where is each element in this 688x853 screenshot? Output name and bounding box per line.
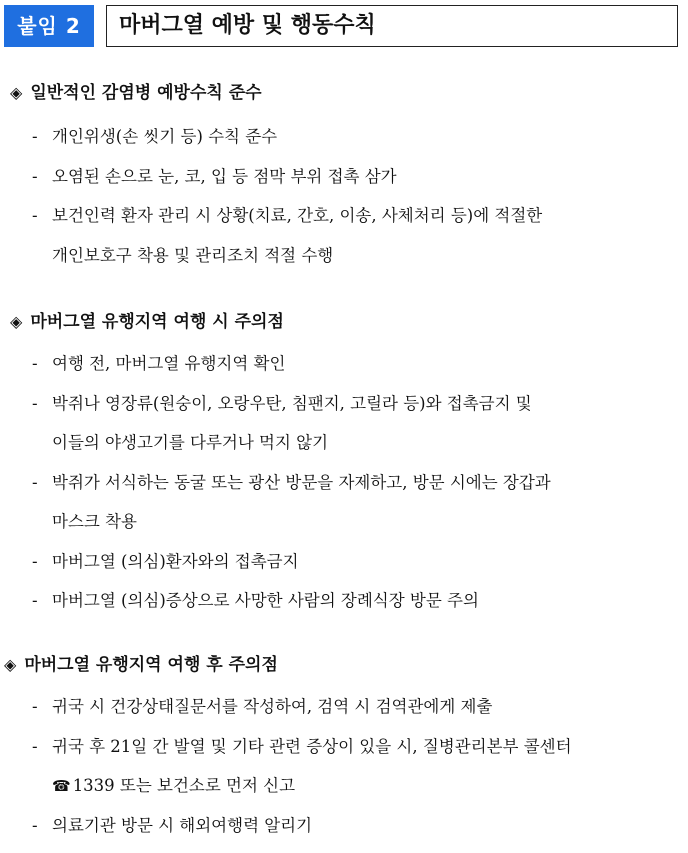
diamond-bullet-icon: ◈ [10,83,23,102]
section-heading-travel-after [4,654,278,676]
list-item: - 박쥐나 영장류(원숭이, 오랑우탄, 침팬지, 고릴라 등)와 접촉금지 및 [32,394,532,413]
page-title: 마버그열 예방 및 행동수칙 [119,13,376,38]
list-item: - 개인위생(손 씻기 등) 수칙 준수 [32,127,278,146]
section-title-text: 일반적인 감염병 예방수칙 준수 [30,83,262,103]
diamond-bullet-icon: ◈ [10,312,23,331]
list-item-continuation: ☎ 1339 또는 보건소로 먼저 신고 [52,776,296,795]
list-item: - 여행 전, 마버그열 유행지역 확인 [32,354,286,373]
attachment-badge: 붙임 2 [4,5,94,47]
section-heading-travel-during [10,311,284,333]
list-item-continuation: 마스크 착용 [52,512,137,531]
list-item: - 보건인력 환자 관리 시 상황(치료, 간호, 이송, 사체처리 등)에 적절한 [32,206,543,225]
list-item-continuation: 개인보호구 착용 및 관리조치 적절 수행 [52,246,334,265]
title-box [106,5,678,47]
list-item: - 박쥐가 서식하는 동굴 또는 광산 방문을 자제하고, 방문 시에는 장갑과 [32,473,551,492]
list-item: - 오염된 손으로 눈, 코, 입 등 점막 부위 접촉 삼가 [32,167,397,186]
list-item: - 마버그열 (의심)증상으로 사망한 사람의 장례식장 방문 주의 [32,591,479,610]
document-header [0,0,688,56]
list-item: - 의료기관 방문 시 해외여행력 알리기 [32,816,313,835]
section-title-text: 마버그열 유행지역 여행 후 주의점 [24,655,278,675]
list-item-continuation: 이들의 야생고기를 다루거나 먹지 않기 [52,433,329,452]
section-title-text: 마버그열 유행지역 여행 시 주의점 [30,312,284,332]
section-heading-general-prevention [10,82,262,104]
telephone-icon: ☎ [52,777,71,795]
diamond-bullet-icon: ◈ [4,655,17,674]
list-item: - 마버그열 (의심)환자와의 접촉금지 [32,552,299,571]
list-item: - 귀국 후 21일 간 발열 및 기타 관련 증상이 있을 시, 질병관리본부 콜센터 [32,737,572,756]
list-item: - 귀국 시 건강상태질문서를 작성하여, 검역 시 검역관에게 제출 [32,697,493,716]
